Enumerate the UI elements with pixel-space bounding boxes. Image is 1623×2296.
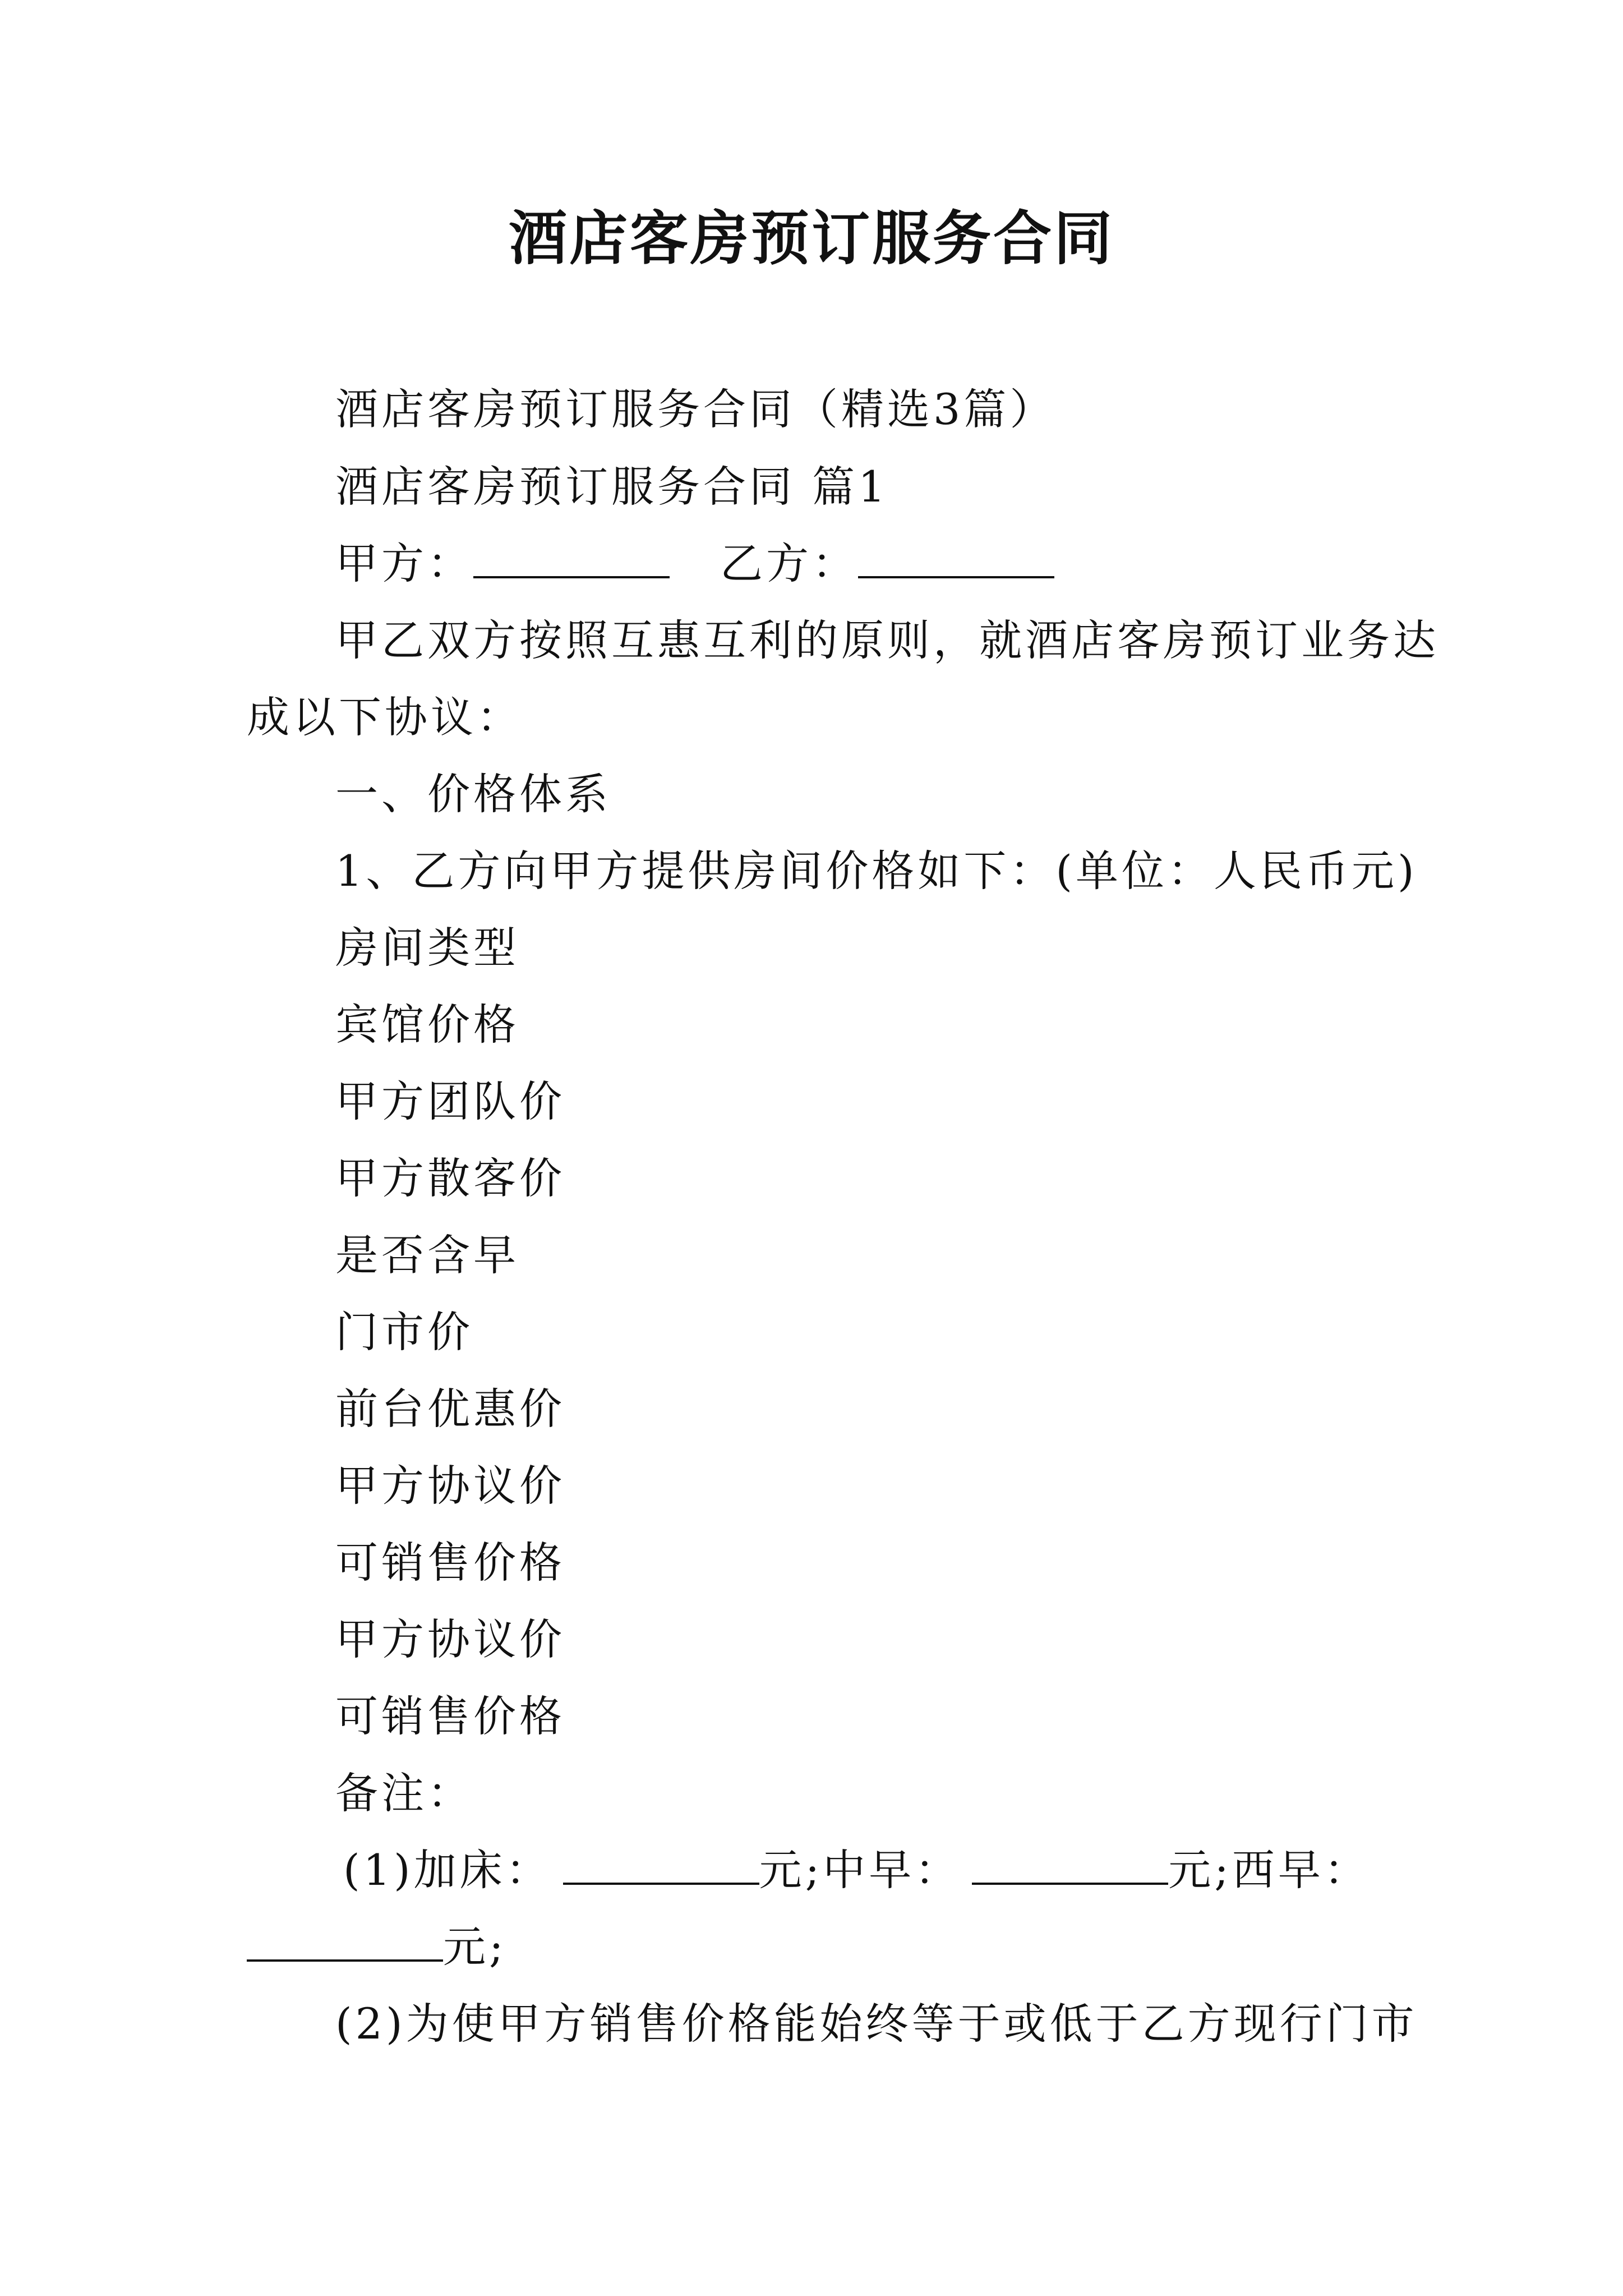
note-1-unit-3: 元; — [443, 1922, 507, 1972]
remarks-label: 备注： — [335, 1768, 473, 1818]
price-field: 甲方协议价 — [335, 1461, 565, 1511]
intro-line-2: 成以下协议： — [247, 692, 523, 742]
party-a-blank — [473, 540, 670, 578]
price-field: 前台优惠价 — [335, 1384, 565, 1434]
section-heading: 酒店客房预订服务合同 篇1 — [335, 462, 889, 512]
intro-line-1: 甲乙双方按照互惠互利的原则，就酒店客房预订业务达 — [335, 615, 1439, 665]
party-b-blank — [858, 540, 1054, 578]
price-field: 甲方团队价 — [335, 1076, 565, 1126]
note-1-label-3: 西早： — [1232, 1845, 1370, 1895]
note-2-line-1: (2)为使甲方销售价格能始终等于或低于乙方现行门市 — [335, 1999, 1418, 2049]
price-field: 门市价 — [335, 1307, 473, 1357]
price-field: 房间类型 — [335, 923, 519, 973]
note-1-unit-2: 元; — [1168, 1845, 1232, 1895]
price-field: 是否含早 — [335, 1230, 519, 1280]
clause-1-item-1: 1、乙方向甲方提供房间价格如下：(单位：人民币元) — [335, 846, 1418, 896]
price-field: 甲方散客价 — [335, 1153, 565, 1203]
document-title: 酒店客房预订服务合同 — [508, 204, 1114, 273]
price-field: 宾馆价格 — [335, 1000, 519, 1050]
parties-line — [335, 536, 1054, 592]
note-1-label-2: 中早： — [823, 1845, 961, 1895]
note-1-continuation — [247, 1919, 507, 1975]
clause-1-heading: 一、价格体系 — [335, 769, 611, 819]
price-field: 可销售价格 — [335, 1538, 565, 1588]
party-b-label: 乙方： — [720, 539, 858, 588]
extra-bed-blank — [563, 1847, 759, 1885]
price-field: 甲方协议价 — [335, 1614, 565, 1664]
note-1-unit-1: 元; — [759, 1845, 823, 1895]
price-field: 可销售价格 — [335, 1691, 565, 1741]
western-breakfast-blank — [247, 1924, 443, 1962]
chinese-breakfast-blank — [972, 1847, 1168, 1885]
document-subtitle: 酒店客房预订服务合同（精选3篇） — [335, 384, 1056, 434]
party-a-label: 甲方： — [335, 539, 473, 588]
note-1-prefix: (1)加床： — [343, 1845, 552, 1895]
note-1-line — [343, 1842, 1370, 1898]
